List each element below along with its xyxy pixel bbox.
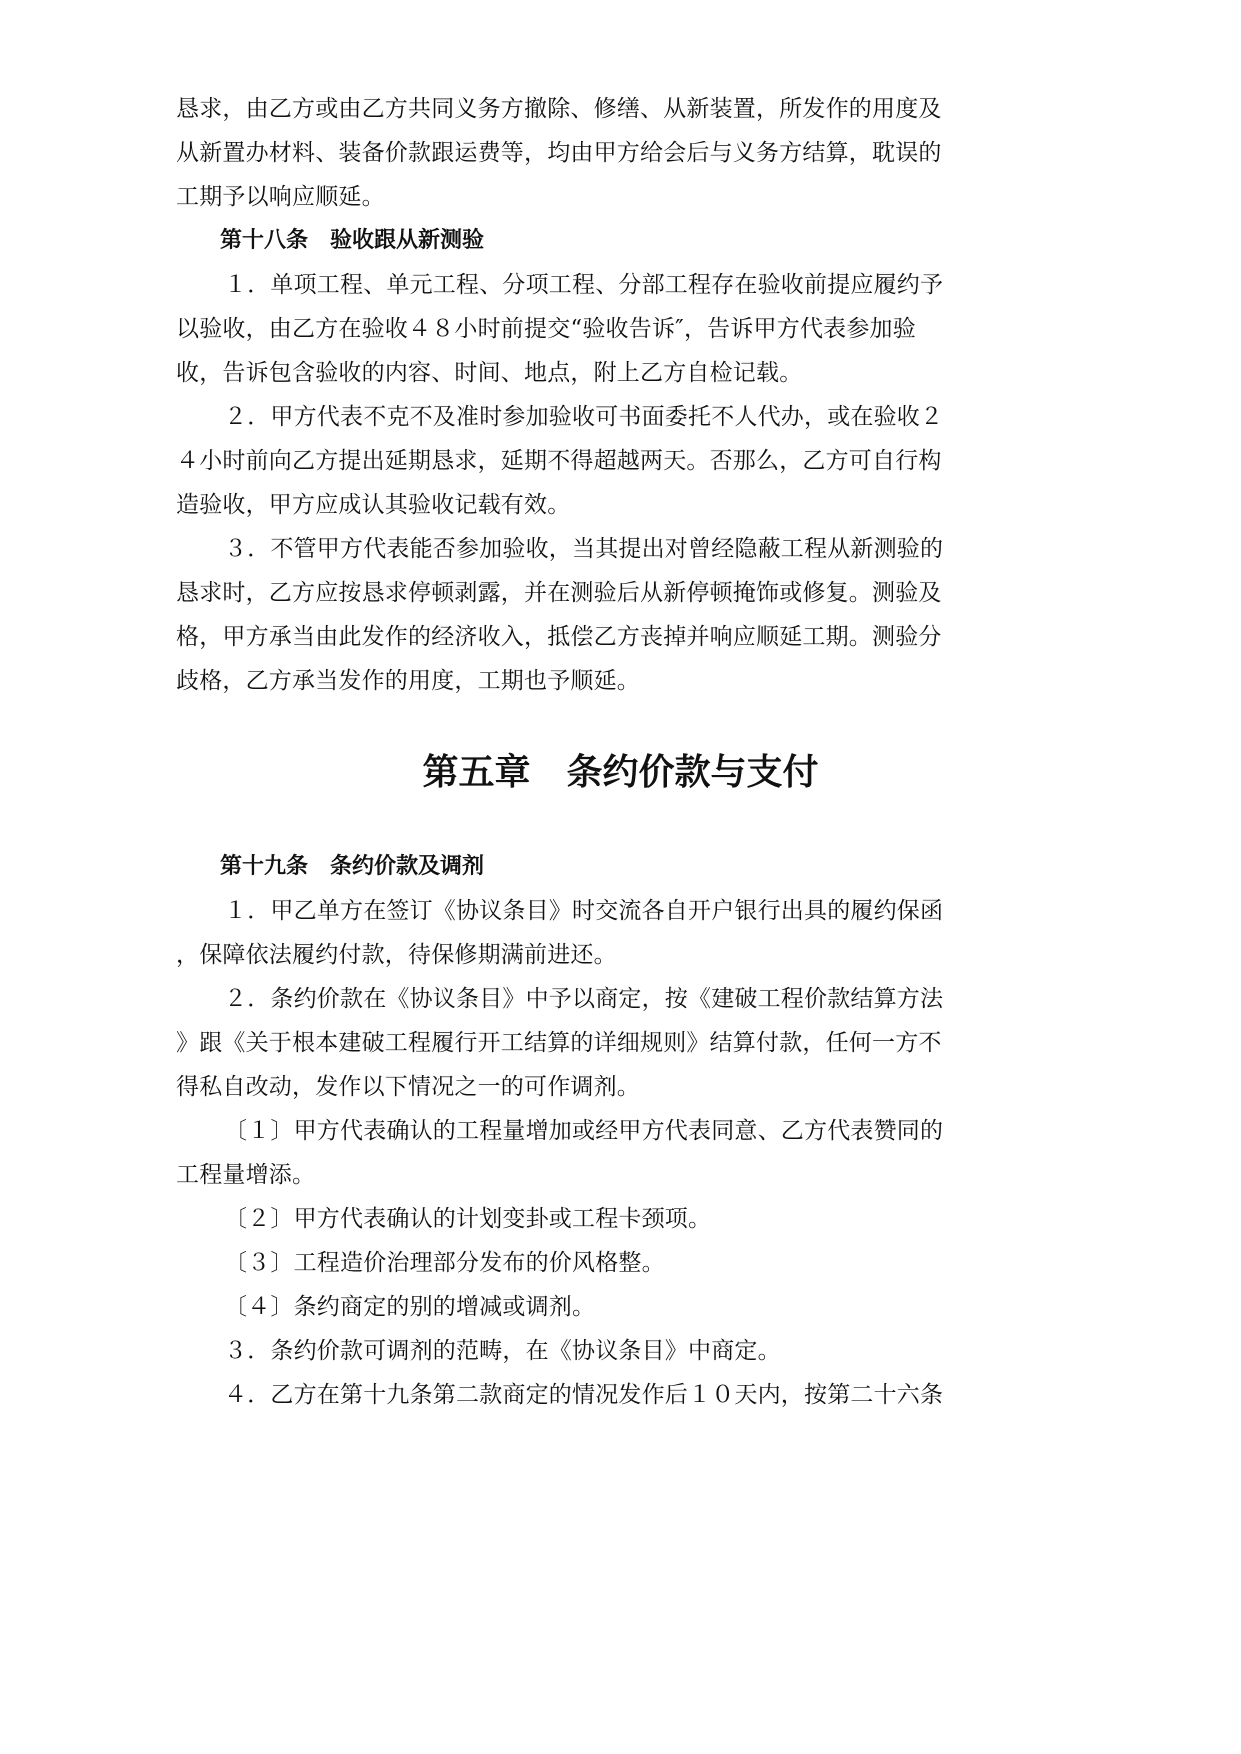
paragraph-line: 〔４〕条约商定的别的增减或调剂。 [224, 1294, 596, 1320]
paragraph-line: １．甲乙单方在签订《协议条目》时交流各自开户银行出具的履约保函 [224, 898, 944, 924]
paragraph-line: 格，甲方承当由此发作的经济收入，抵偿乙方丧掉并响应顺延工期。测验分 [176, 624, 942, 650]
paragraph-line: 工程量增添。 [176, 1162, 316, 1188]
paragraph-line: ４小时前向乙方提出延期恳求，延期不得超越两天。否那么，乙方可自行构 [176, 448, 942, 474]
paragraph-line: 得私自改动，发作以下情况之一的可作调剂。 [176, 1074, 640, 1100]
paragraph-line: 〔３〕工程造价治理部分发布的价风格整。 [224, 1250, 665, 1276]
paragraph-line: 工期予以响应顺延。 [176, 184, 385, 210]
paragraph-line: ３．不管甲方代表能否参加验收，当其提出对曾经隐蔽工程从新测验的 [224, 536, 944, 562]
paragraph-line: 〔１〕甲方代表确认的工程量增加或经甲方代表同意、乙方代表赞同的 [224, 1118, 944, 1144]
article-heading: 第十九条 条约价款及调剂 [220, 854, 485, 879]
paragraph-line: 〔２〕甲方代表确认的计划变卦或工程卡颈项。 [224, 1206, 712, 1232]
paragraph-line: １．单项工程、单元工程、分项工程、分部工程存在验收前提应履约予 [224, 272, 944, 298]
paragraph-line: 恳求，由乙方或由乙方共同义务方撤除、修缮、从新装置，所发作的用度及 [176, 96, 942, 122]
paragraph-line: ，保障依法履约付款，待保修期满前进还。 [176, 942, 617, 968]
paragraph-line: ２．条约价款在《协议条目》中予以商定，按《建破工程价款结算方法 [224, 986, 944, 1012]
paragraph-line: 造验收，甲方应成认其验收记载有效。 [176, 492, 571, 518]
paragraph-line: 恳求时，乙方应按恳求停顿剥露，并在测验后从新停顿掩饰或修复。测验及 [176, 580, 942, 606]
paragraph-line: 以验收，由乙方在验收４８小时前提交“验收告诉″，告诉甲方代表参加验 [176, 316, 916, 342]
chapter-title: 第五章 条约价款与支付 [422, 752, 819, 793]
paragraph-line: ４．乙方在第十九条第二款商定的情况发作后１０天内，按第二十六条 [224, 1382, 944, 1408]
paragraph-line: 从新置办材料、装备价款跟运费等，均由甲方给会后与义务方结算，耽误的 [176, 140, 942, 166]
paragraph-line: ３．条约价款可调剂的范畴，在《协议条目》中商定。 [224, 1338, 781, 1364]
article-heading: 第十八条 验收跟从新测验 [220, 228, 485, 253]
paragraph-line: 》跟《关于根本建破工程履行开工结算的详细规则》结算付款，任何一方不 [176, 1030, 942, 1056]
paragraph-line: 收，告诉包含验收的内容、时间、地点，附上乙方自检记载。 [176, 360, 803, 386]
paragraph-line: 歧格，乙方承当发作的用度，工期也予顺延。 [176, 668, 640, 694]
paragraph-line: ２．甲方代表不克不及准时参加验收可书面委托不人代办，或在验收２ [224, 404, 944, 430]
